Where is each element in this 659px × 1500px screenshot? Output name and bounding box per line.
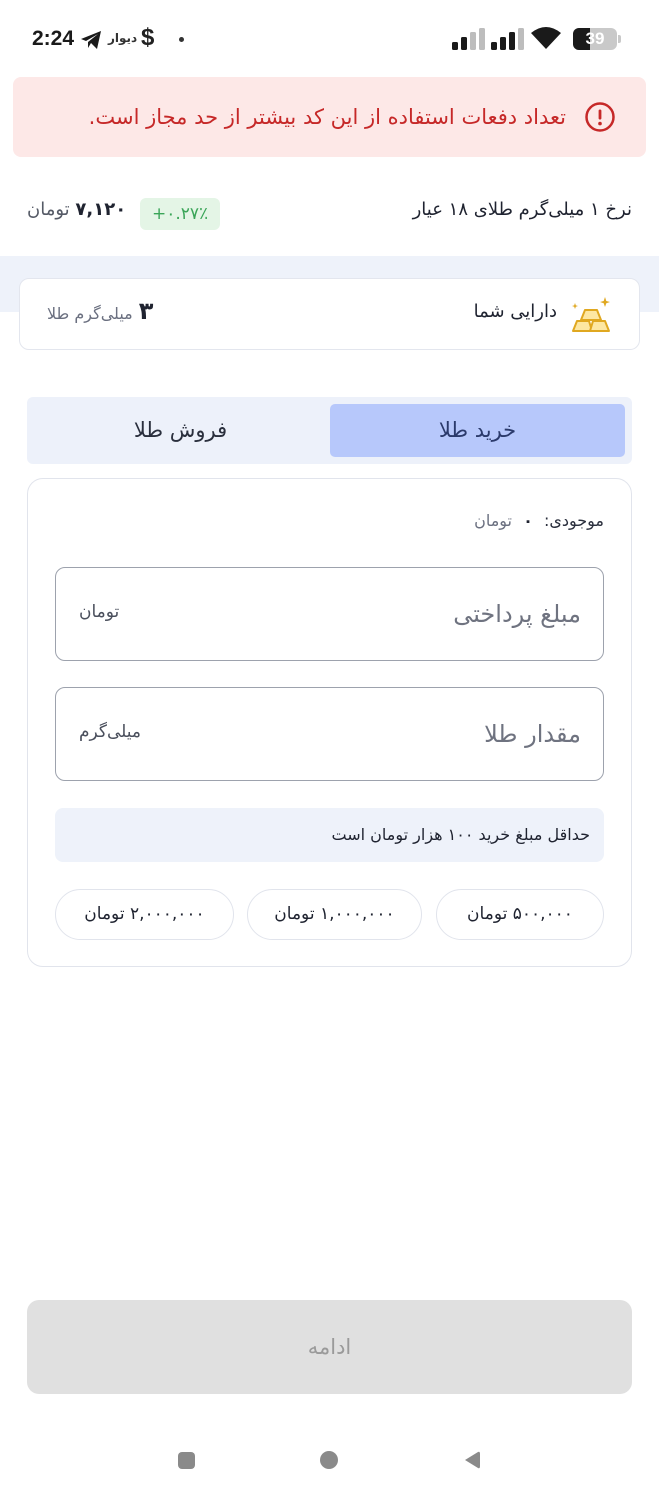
back-icon[interactable] [461, 1450, 481, 1470]
payment-amount-field [55, 567, 604, 661]
gold-amount-field [55, 687, 604, 781]
recent-apps-button[interactable] [178, 1452, 195, 1469]
wallet-balance [474, 511, 604, 530]
preset-amount-2m[interactable]: ۲,۰۰۰,۰۰۰ تومان [55, 889, 234, 940]
gold-unit: میلی‌گرم [79, 722, 142, 742]
balance-value: ۰ [523, 511, 533, 530]
preset-amount-500k[interactable]: ۵۰۰,۰۰۰ تومان [436, 889, 604, 940]
tab-sell-gold[interactable]: فروش طلا [133, 418, 228, 442]
price-label: نرخ ۱ میلی‌گرم طلای ۱۸ عیار [412, 199, 632, 220]
telegram-icon [80, 30, 102, 50]
divar-notification-icon: دیوار [108, 31, 138, 45]
alert-circle-icon [584, 101, 616, 133]
assets-amount: ۳ [138, 297, 154, 325]
signal-2-icon [491, 28, 525, 50]
assets-card [19, 278, 640, 350]
dollar-notification-icon: $ [141, 24, 155, 51]
preset-amount-1m[interactable]: ۱,۰۰۰,۰۰۰ تومان [247, 889, 422, 940]
wifi-icon [530, 26, 562, 50]
error-message: تعداد دفعات استفاده از این کد بیشتر از حد مجاز است. [88, 105, 566, 129]
price-amount: ۷,۱۲۰ [75, 199, 127, 220]
buy-form-card [27, 478, 632, 967]
gold-price-row [0, 185, 659, 241]
assets-value [47, 297, 153, 325]
gold-bars-icon [569, 295, 613, 335]
tab-buy-gold[interactable]: خرید طلا [330, 404, 625, 457]
price-value [27, 199, 126, 220]
min-purchase-hint: حداقل مبلغ خرید ۱۰۰ هزار تومان است [55, 808, 604, 862]
error-banner [13, 77, 646, 157]
price-change-badge: +۰.۲۷٪ [140, 198, 220, 230]
signal-1-icon [452, 28, 486, 50]
balance-unit: تومان [474, 511, 513, 530]
payment-unit: تومان [79, 602, 120, 622]
assets-label: دارایی شما [473, 301, 557, 322]
battery-level: 39 [585, 29, 605, 48]
gold-amount-input[interactable] [183, 688, 603, 780]
continue-button[interactable]: ادامه [27, 1300, 632, 1394]
balance-label: موجودی: [543, 511, 604, 530]
battery-icon [573, 28, 621, 50]
more-notifications-dot [179, 37, 184, 42]
status-time: 2:24 [32, 27, 75, 50]
trade-tabs [27, 397, 632, 464]
home-button[interactable] [320, 1451, 338, 1469]
assets-unit: میلی‌گرم طلا [47, 304, 133, 323]
payment-amount-input[interactable] [183, 568, 603, 660]
status-bar [0, 0, 659, 76]
price-currency: تومان [27, 199, 70, 220]
